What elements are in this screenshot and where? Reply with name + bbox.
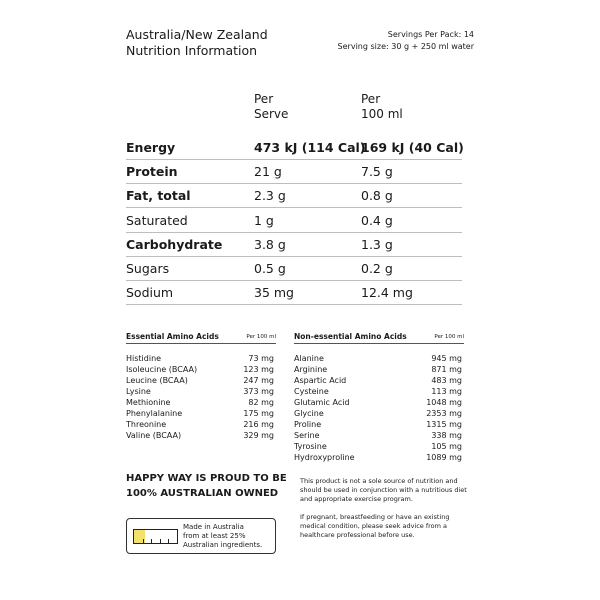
- amino-value: 1048 mg: [426, 398, 462, 407]
- per-serve-header-line1: Per: [254, 92, 274, 106]
- per-100ml-value: 169 kJ (40 Cal): [361, 140, 464, 155]
- amino-name: Serine: [294, 431, 320, 440]
- amino-value: 871 mg: [431, 365, 462, 374]
- amino-name: Glycine: [294, 409, 324, 418]
- amino-value: 483 mg: [431, 376, 462, 385]
- nutrient-row-saturated: [126, 209, 462, 233]
- servings-per-pack: Servings Per Pack: 14: [387, 30, 474, 39]
- list-item: [294, 441, 464, 452]
- per-100ml-header-line2: 100 ml: [361, 107, 403, 121]
- list-item: [126, 353, 276, 364]
- badge-line1: Made in Australia: [183, 523, 244, 531]
- list-item: [126, 430, 276, 441]
- list-item: [126, 397, 276, 408]
- amino-name: Valine (BCAA): [126, 431, 182, 440]
- list-item: [294, 452, 464, 463]
- badge-line2: from at least 25%: [183, 532, 246, 540]
- amino-name: Arginine: [294, 365, 328, 374]
- list-item: [294, 419, 464, 430]
- serving-size: Serving size: 30 g + 250 ml water: [337, 42, 474, 51]
- gauge-tick: [160, 539, 161, 543]
- amino-name: Isoleucine (BCAA): [126, 365, 198, 374]
- amino-value: 113 mg: [431, 387, 462, 396]
- list-item: [126, 386, 276, 397]
- amino-value: 123 mg: [243, 365, 274, 374]
- per-serve-value: 21 g: [254, 164, 282, 179]
- amino-name: Aspartic Acid: [294, 376, 347, 385]
- disclaimer: [300, 477, 475, 549]
- australian-owned-statement: [126, 471, 296, 501]
- list-item: [294, 353, 464, 364]
- per-serve-value: 35 mg: [254, 285, 294, 300]
- per-100ml-value: 12.4 mg: [361, 285, 413, 300]
- per-100ml-value: 0.8 g: [361, 188, 393, 203]
- list-item: [126, 375, 276, 386]
- nutrient-label: Protein: [126, 164, 178, 179]
- amino-name: Lysine: [126, 387, 151, 396]
- list-item: [126, 419, 276, 430]
- amino-value: 82 mg: [248, 398, 274, 407]
- nutrient-label: Energy: [126, 140, 176, 155]
- amino-value: 2353 mg: [426, 409, 462, 418]
- amino-name: Cysteine: [294, 387, 329, 396]
- list-item: [126, 364, 276, 375]
- nonessential-amino-header: [294, 331, 464, 344]
- amino-value: 175 mg: [243, 409, 274, 418]
- per-100ml-value: 1.3 g: [361, 237, 393, 252]
- nutrient-row-sugars: [126, 257, 462, 281]
- nonessential-amino-list: [294, 353, 464, 463]
- list-item: [294, 375, 464, 386]
- amino-value: 338 mg: [431, 431, 462, 440]
- per-serve-header-line2: Serve: [254, 107, 289, 121]
- gauge-tick: [143, 539, 144, 543]
- amino-name: Phenylalanine: [126, 409, 183, 418]
- per-serve-value: 473 kJ (114 Cal): [254, 140, 366, 155]
- gauge-tick: [168, 539, 169, 543]
- list-item: [294, 408, 464, 419]
- per-100ml-value: 7.5 g: [361, 164, 393, 179]
- nutrient-label: Sugars: [126, 261, 170, 276]
- essential-amino-header: [126, 331, 276, 344]
- title-label: Nutrition Information: [126, 43, 258, 58]
- disclaimer-medical: If pregnant, breastfeeding or have an existing medical condition, please seek advice from a healthcare professional before use.: [300, 513, 450, 539]
- amino-name: Alanine: [294, 354, 324, 363]
- amino-name: Leucine (BCAA): [126, 376, 188, 385]
- nonessential-amino-unit: Per 100 ml: [434, 334, 464, 340]
- per-serve-value: 1 g: [254, 213, 274, 228]
- nutrient-label: Fat, total: [126, 188, 191, 203]
- essential-amino-acids: [126, 331, 276, 441]
- list-item: [294, 364, 464, 375]
- amino-value: 1315 mg: [426, 420, 462, 429]
- amino-value: 73 mg: [248, 354, 274, 363]
- per-serve-value: 2.3 g: [254, 188, 286, 203]
- list-item: [126, 408, 276, 419]
- amino-value: 329 mg: [243, 431, 274, 440]
- nutrient-row-fat: [126, 184, 462, 208]
- nonessential-amino-acids: [294, 331, 464, 463]
- gauge-tick: [151, 539, 152, 543]
- nutrition-header: [126, 27, 474, 63]
- amino-name: Histidine: [126, 354, 162, 363]
- australian-ingredients-gauge: [133, 529, 178, 544]
- per-100ml-header-line1: Per: [361, 92, 381, 106]
- essential-amino-unit: Per 100 ml: [246, 334, 276, 340]
- nutrient-label: Carbohydrate: [126, 237, 223, 252]
- badge-text: [183, 523, 275, 550]
- made-in-australia-badge: [126, 518, 276, 554]
- australian-owned-line2: 100% AUSTRALIAN OWNED: [126, 488, 279, 499]
- amino-name: Threonine: [126, 420, 167, 429]
- per-100ml-header: [361, 92, 403, 122]
- panel-title: [126, 27, 268, 59]
- nutrient-row-energy: [126, 136, 462, 160]
- amino-name: Proline: [294, 420, 322, 429]
- nutrient-row-protein: [126, 160, 462, 184]
- amino-name: Tyrosine: [294, 442, 327, 451]
- title-region: Australia/New Zealand: [126, 27, 268, 42]
- list-item: [294, 397, 464, 408]
- per-serve-header: [254, 92, 288, 122]
- per-100ml-value: 0.2 g: [361, 261, 393, 276]
- amino-name: Methionine: [126, 398, 171, 407]
- amino-value: 945 mg: [431, 354, 462, 363]
- per-serve-value: 0.5 g: [254, 261, 286, 276]
- australian-owned-line1: HAPPY WAY IS PROUD TO BE: [126, 473, 287, 484]
- disclaimer-nutrition: This product is not a sole source of nutrition and should be used in conjunction with a nutritious diet and appropriate exercise program.: [300, 477, 467, 503]
- nutrient-label: Saturated: [126, 213, 188, 228]
- essential-amino-title: Essential Amino Acids: [126, 332, 219, 341]
- per-100ml-value: 0.4 g: [361, 213, 393, 228]
- per-serve-value: 3.8 g: [254, 237, 286, 252]
- list-item: [294, 386, 464, 397]
- amino-name: Glutamic Acid: [294, 398, 350, 407]
- list-item: [294, 430, 464, 441]
- amino-value: 216 mg: [243, 420, 274, 429]
- amino-value: 373 mg: [243, 387, 274, 396]
- nutrient-row-sodium: [126, 281, 462, 305]
- amino-value: 1089 mg: [426, 453, 462, 462]
- essential-amino-list: [126, 353, 276, 441]
- amino-name: Hydroxyproline: [294, 453, 355, 462]
- badge-line3: Australian ingredients.: [183, 541, 263, 549]
- nonessential-amino-title: Non-essential Amino Acids: [294, 332, 407, 341]
- nutrient-label: Sodium: [126, 285, 174, 300]
- amino-value: 105 mg: [431, 442, 462, 451]
- nutrient-row-carbohydrate: [126, 233, 462, 257]
- amino-value: 247 mg: [243, 376, 274, 385]
- serving-info: [338, 29, 474, 53]
